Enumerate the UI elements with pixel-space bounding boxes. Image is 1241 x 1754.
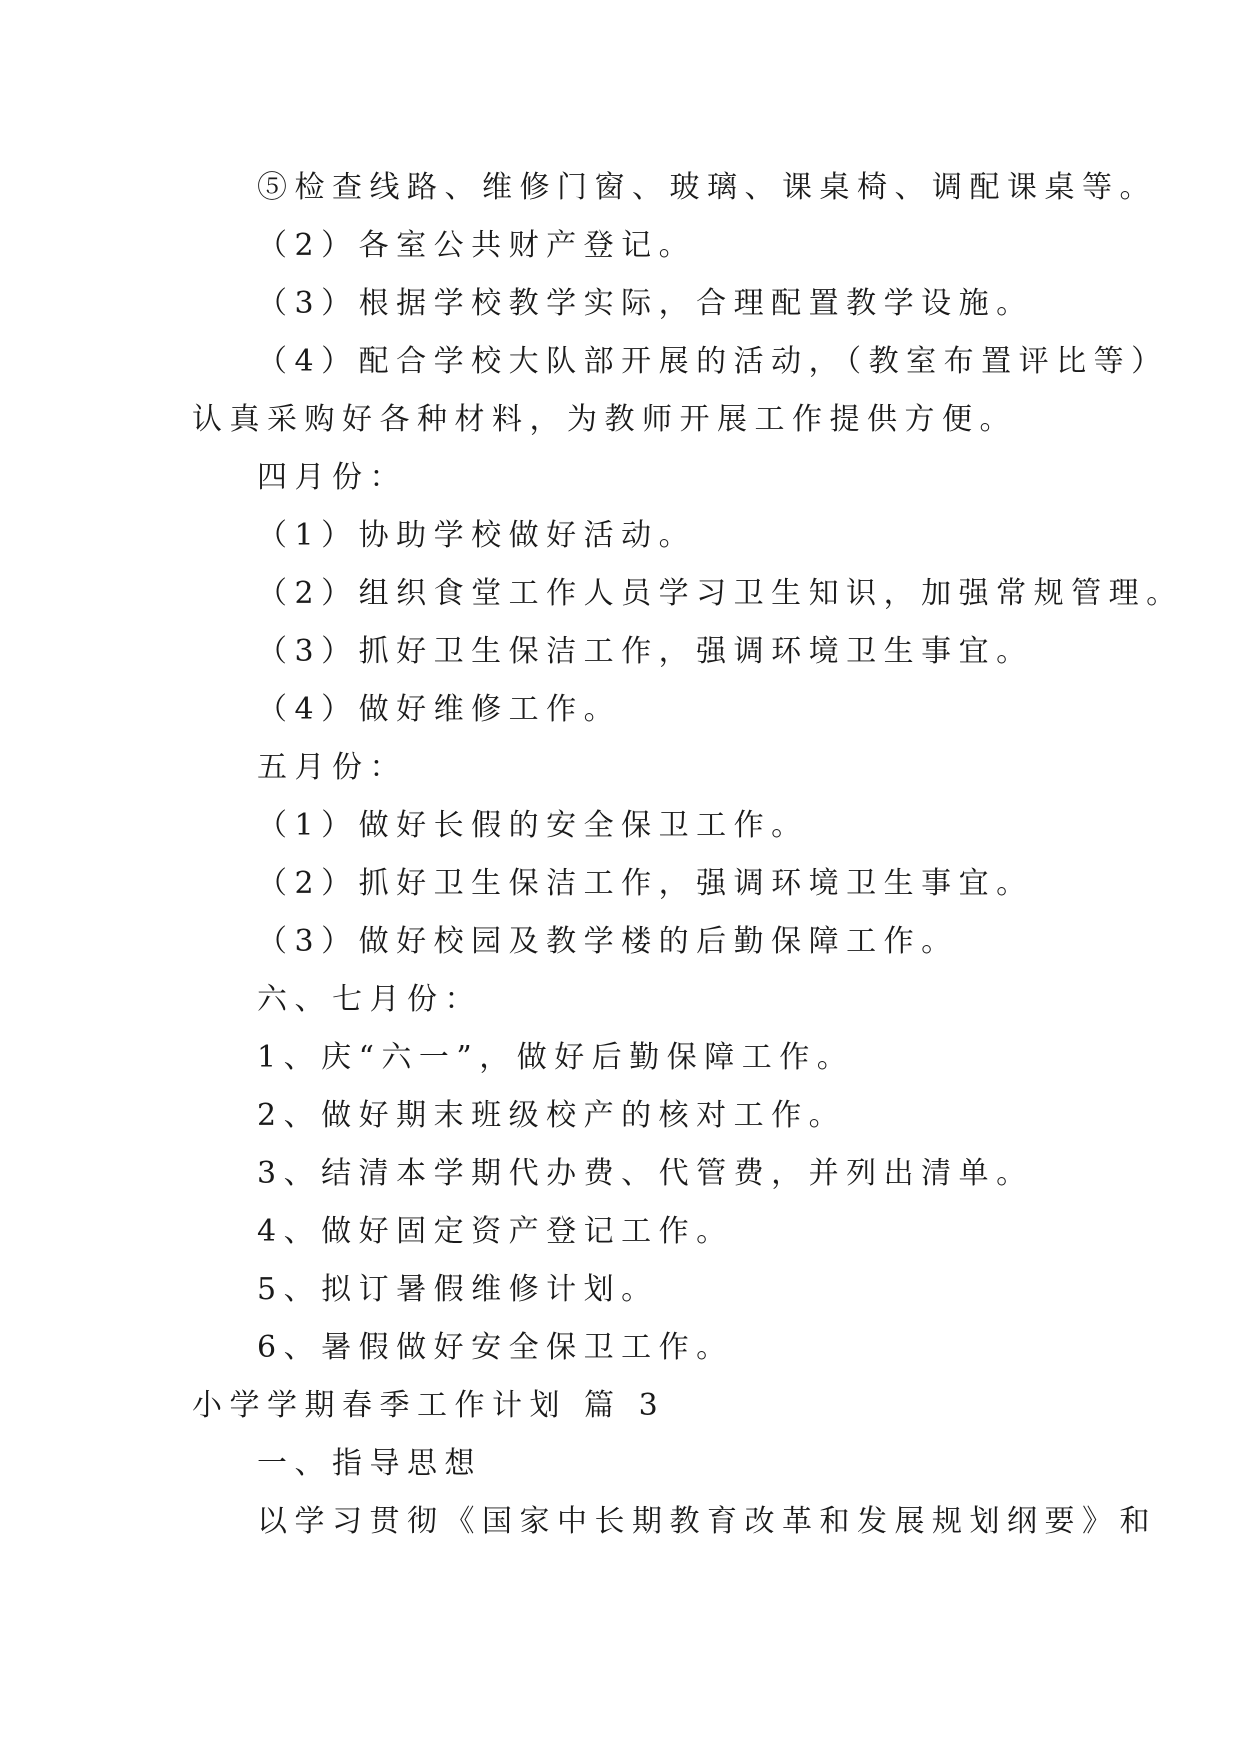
section-heading: 六、七月份：	[257, 982, 482, 1017]
text-line: 4、做好固定资产登记工作。	[257, 1214, 734, 1249]
section-heading: 五月份：	[257, 750, 407, 785]
text-line: （4）做好维修工作。	[257, 692, 622, 727]
text-line: （2）各室公共财产登记。	[257, 228, 697, 263]
text-line: （1）做好长假的安全保卫工作。	[257, 808, 809, 843]
text-line: （3）根据学校教学实际，合理配置教学设施。	[257, 286, 1034, 321]
text-line: 6、暑假做好安全保卫工作。	[257, 1330, 734, 1365]
text-line: （3）做好校园及教学楼的后勤保障工作。	[257, 924, 959, 959]
text-line: 2、做好期末班级校产的核对工作。	[257, 1098, 847, 1133]
text-line: （2）组织食堂工作人员学习卫生知识，加强常规管理。	[257, 576, 1184, 611]
text-line: 以学习贯彻《国家中长期教育改革和发展规划纲要》和	[257, 1504, 1157, 1539]
section-heading: 一、指导思想	[257, 1446, 482, 1481]
text-line: 5、拟订暑假维修计划。	[257, 1272, 659, 1307]
text-line: （2）抓好卫生保洁工作，强调环境卫生事宜。	[257, 866, 1034, 901]
text-line: （1）协助学校做好活动。	[257, 518, 697, 553]
article-title: 小学学期春季工作计划 篇 3	[192, 1388, 666, 1423]
text-line: 认真采购好各种材料，为教师开展工作提供方便。	[192, 402, 1017, 437]
section-heading: 四月份：	[257, 460, 407, 495]
text-line: ⑤检查线路、维修门窗、玻璃、课桌椅、调配课桌等。	[257, 170, 1157, 205]
text-line: 3、结清本学期代办费、代管费，并列出清单。	[257, 1156, 1034, 1191]
text-line: （4）配合学校大队部开展的活动，（教室布置评比等）	[257, 344, 1169, 379]
text-line: 1、庆“六一”，做好后勤保障工作。	[257, 1040, 855, 1075]
text-line: （3）抓好卫生保洁工作，强调环境卫生事宜。	[257, 634, 1034, 669]
